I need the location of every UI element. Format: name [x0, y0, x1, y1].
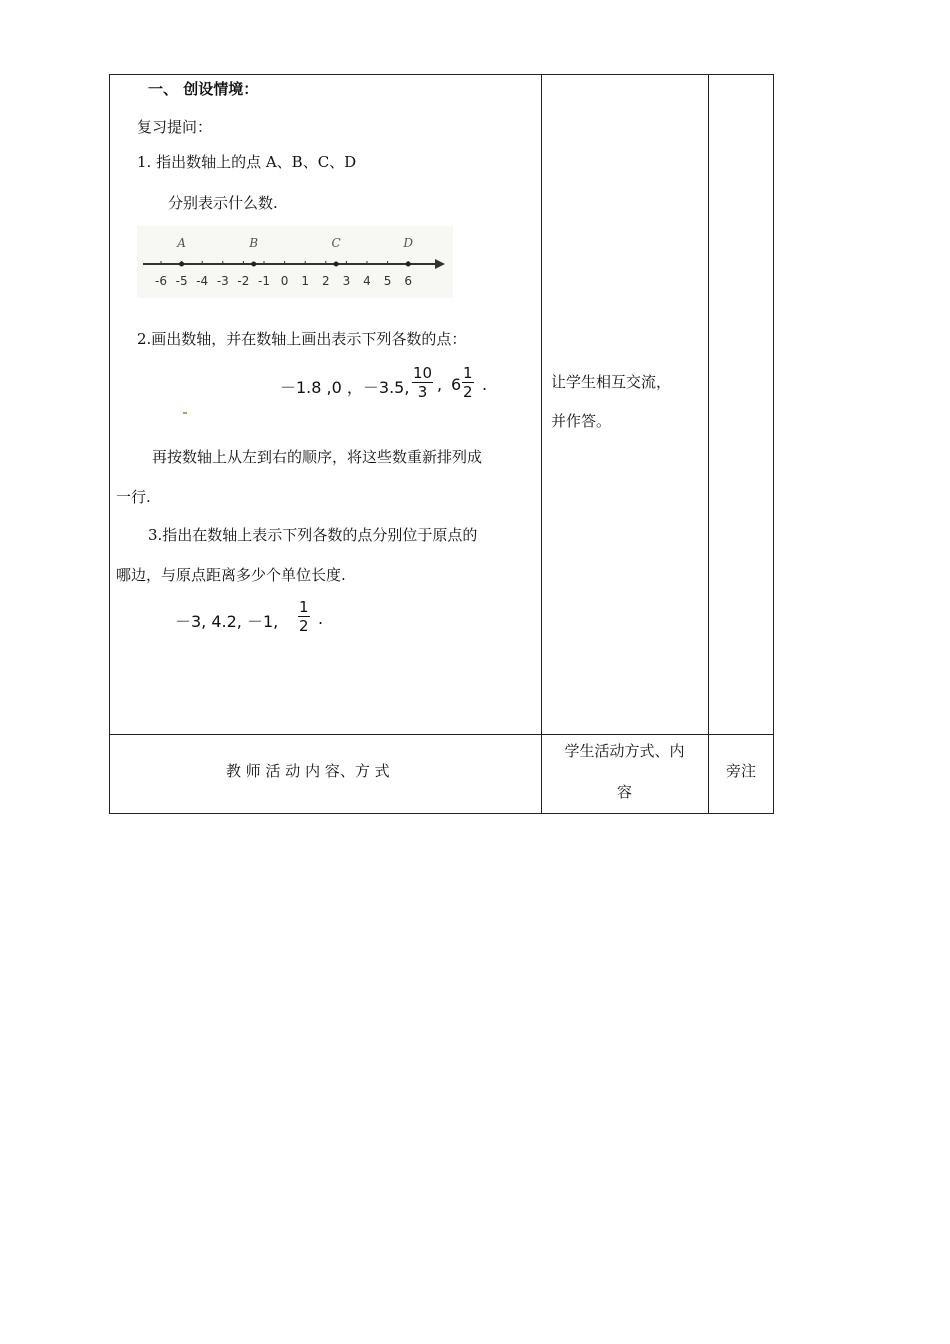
question-3-line-2: 哪边，与原点距离多少个单位长度.: [116, 566, 346, 584]
notes-header: 旁注: [725, 762, 756, 780]
fraction-one-half: [462, 364, 474, 401]
tick-label: 2: [321, 274, 330, 288]
tick-label: -5: [175, 274, 188, 288]
fraction-denominator: 2: [299, 617, 309, 635]
small-mark: [183, 412, 187, 414]
question-1-line-2: 分别表示什么数.: [168, 194, 278, 212]
student-activity-header-line-1: 学生活动方式、内: [564, 742, 685, 760]
question-3-end: .: [318, 609, 324, 628]
fraction-numerator: 1: [463, 364, 473, 382]
tick-label: -3: [216, 274, 229, 288]
fraction-ten-thirds: [412, 364, 433, 401]
question-1-line-1: 1. 指出数轴上的点 A、B、C、D: [137, 153, 357, 171]
question-3-numbers: －3, 4.2, －1,: [175, 612, 279, 631]
fraction-separator: ,: [437, 375, 443, 394]
student-activity-line-1: 让学生相互交流，: [551, 373, 672, 391]
point-d: [406, 262, 411, 267]
student-activity-line-2: 并作答。: [551, 412, 612, 430]
row-divider: [110, 734, 773, 735]
tick-label: 4: [363, 274, 371, 288]
point-label-d: D: [403, 236, 414, 250]
question-2-line-3: 一行.: [116, 488, 151, 506]
mixed-number-whole: 6: [451, 375, 462, 394]
fraction-numerator: 10: [413, 364, 433, 382]
tick-label: -4: [196, 274, 209, 288]
fraction-one-half-q3: [298, 598, 310, 635]
tick-label: 5: [383, 274, 392, 288]
point-c: [334, 262, 339, 267]
question-2-line-2: 再按数轴上从左到右的顺序，将这些数重新排列成: [152, 448, 483, 466]
question-2-end: .: [482, 375, 488, 394]
tick-label: 1: [301, 274, 310, 288]
tick-label: 3: [342, 274, 351, 288]
student-activity-header-line-2: 容: [616, 783, 632, 801]
tick-label: -1: [258, 274, 270, 288]
section-heading: 一、 创设情境：: [148, 80, 259, 98]
question-2-line-1: 2.画出数轴，并在数轴上画出表示下列各数的点：: [137, 330, 467, 348]
point-label-b: B: [249, 236, 259, 250]
tick-label: -6: [155, 274, 167, 288]
point-a: [179, 262, 184, 267]
question-2-numbers: －1.8 ,0 ，－3.5,: [280, 378, 410, 397]
number-line-figure: [137, 226, 453, 298]
fraction-numerator: 1: [299, 598, 309, 616]
tick-label: 0: [280, 274, 289, 288]
tick-label: -2: [237, 274, 250, 288]
lesson-table: [109, 74, 774, 814]
fraction-denominator: 2: [463, 383, 473, 401]
point-b: [251, 262, 256, 267]
point-label-c: C: [331, 236, 341, 250]
question-3-line-1: 3.指出在数轴上表示下列各数的点分别位于原点的: [148, 526, 478, 544]
tick-label: 6: [404, 274, 413, 288]
column-divider-2: [708, 75, 709, 813]
fraction-denominator: 3: [417, 383, 428, 401]
review-label: 复习提问：: [137, 118, 213, 136]
teacher-activity-header: 教 师 活 动 内 容、方 式: [226, 762, 390, 780]
column-divider-1: [541, 75, 542, 813]
point-label-a: A: [177, 236, 186, 250]
